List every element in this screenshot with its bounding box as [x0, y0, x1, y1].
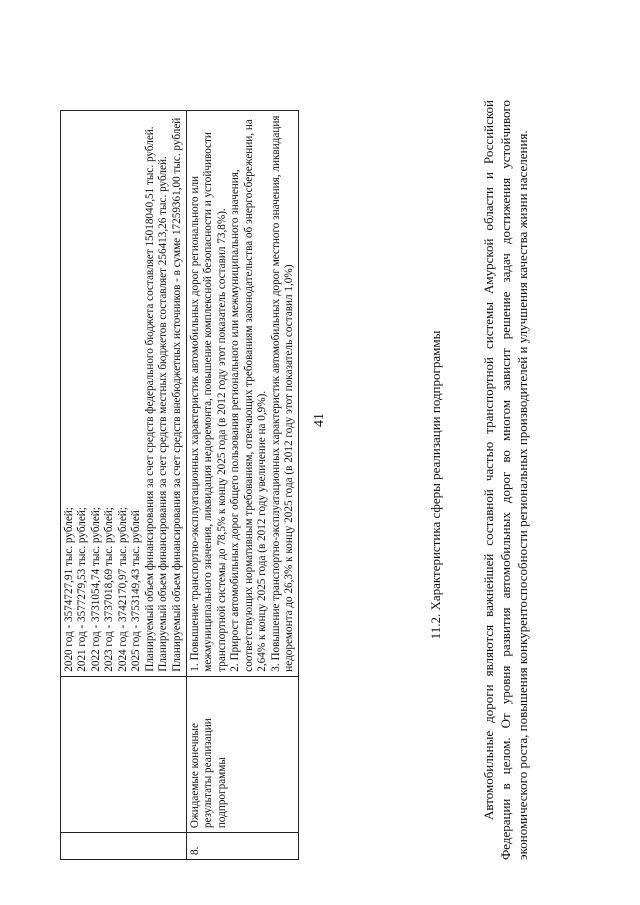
- table-cell-empty: [61, 833, 187, 860]
- row-label: Ожидаемые конечные результаты реализации подпрограммы: [186, 676, 299, 832]
- funding-by-year-cell: [61, 111, 187, 677]
- funding-year-line: 2025 год - 3753149,43 тыс. рублей: [130, 510, 143, 672]
- funding-year-line: 2021 год - 3577279,53 тыс. рублей;: [76, 507, 89, 672]
- funding-year-line: 2022 год - 3731054,74 тыс. рублей;: [89, 507, 102, 672]
- subprogram-passport-table: [60, 110, 299, 860]
- rotated-content-frame: [60, 40, 580, 860]
- funding-year-line: 2020 год - 3574727,91 тыс. рублей;: [63, 507, 75, 672]
- result-item: 2. Прирост автомобильных дорог общего пользования регионального или межмуниципального значения, соответствующих нормативным требованиям, отвечающих требованиям законодательства об энергосбережении, на 2,64% к концу 2025 года (в 2012 году увеличение на 0,9%).: [229, 119, 269, 672]
- page-number: 41: [312, 413, 327, 427]
- section-title: 11.2. Характеристика сферы реализации подпрограммы: [428, 330, 443, 640]
- paragraph-text: Автомобильные дороги являются важнейшей составной частью транспортной системы Амурской области и Российской Федерации в целом. От уровня развития автомобильных дорог во многом зависит решение задач достижения устойчивого экономического роста, повышения конкурентоспособности региональных производителей и улучшения качества жизни населения.: [481, 100, 531, 860]
- result-item: 3. Повышение транспортно-эксплуатационных характеристик автомобильных дорог местного значения, ликвидация недоремонта до 26,3% к концу 2025 года (в 2012 году этот показатель составил 1,0%): [269, 115, 295, 672]
- funding-year-line: 2024 год - 3742170,97 тыс. рублей;: [116, 507, 129, 672]
- result-item: 1. Повышение транспортно-эксплуатационных характеристик автомобильных дорог регионального или межмуниципального значения, ликвидация недоремонта, повышение комплексной безопасности и устойчивости транспортной системы до 78,5% к концу 2025 года (в 2012 году этот показатель составил 73,8%).: [188, 132, 228, 672]
- landscape-content: [60, 40, 580, 860]
- funding-year-line: 2023 год - 3737018,69 тыс. рублей;: [103, 507, 116, 672]
- funding-extrabudgetary-text: Планируемый объем финансирования за счет средств внебюджетных источников - в сумме 17259361,00 тыс. рублей: [170, 117, 183, 672]
- expected-results-cell: [186, 111, 299, 677]
- funding-federal-text: Планируемый объем финансирования за счет средств федерального бюджета составляет 15018040,51 тыс. рублей.: [143, 126, 156, 672]
- body-paragraph: [480, 100, 531, 860]
- funding-local-text: Планируемый объем финансирования за счет средств местных бюджетов составляет 256413,26 тыс. рублей.: [157, 156, 170, 672]
- table-cell-empty: [61, 676, 187, 832]
- table-row: [186, 111, 299, 860]
- row-number: 8.: [186, 833, 299, 860]
- table-row: [61, 111, 187, 860]
